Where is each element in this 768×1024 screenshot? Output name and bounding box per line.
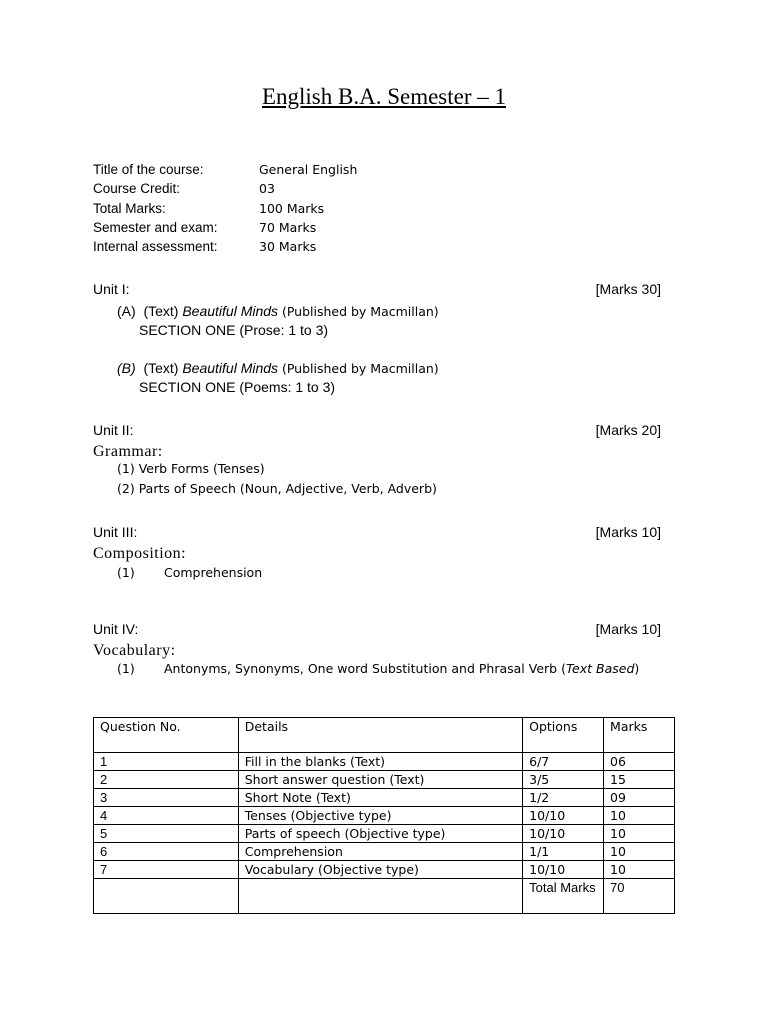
info-value: General English <box>259 162 358 178</box>
course-info-row <box>93 218 357 237</box>
item-text: Verb Forms (Tenses) <box>138 461 265 476</box>
unit-4-item <box>117 661 639 676</box>
cell: 10/10 <box>523 861 604 879</box>
cell: 1 <box>94 753 239 771</box>
item-marker: (B) <box>117 360 136 376</box>
cell: 1/1 <box>523 843 604 861</box>
unit-1-section-b: SECTION ONE (Poems: 1 to 3) <box>139 379 336 395</box>
unit-marks: [Marks 20] <box>595 422 661 438</box>
table-header-row <box>94 718 675 753</box>
publisher: (Published by Macmillan) <box>281 361 439 376</box>
header-cell: Details <box>238 718 522 753</box>
unit-1-item-b <box>117 360 439 376</box>
cell: 6 <box>94 843 239 861</box>
cell: Short Note (Text) <box>238 789 522 807</box>
total-label: Total Marks <box>523 879 604 914</box>
cell: 09 <box>604 789 675 807</box>
unit-1-section-a: SECTION ONE (Prose: 1 to 3) <box>139 322 329 338</box>
unit-label: Unit IV: <box>93 621 139 637</box>
table-row <box>94 753 675 771</box>
header-cell: Options <box>523 718 604 753</box>
cell: Comprehension <box>238 843 522 861</box>
table-row <box>94 825 675 843</box>
cell: Short answer question (Text) <box>238 771 522 789</box>
cell <box>238 879 522 914</box>
unit-2-item <box>117 461 265 476</box>
cell: 06 <box>604 753 675 771</box>
text-prefix: (Text) <box>143 303 179 319</box>
unit-marks: [Marks 30] <box>595 281 661 297</box>
unit-marks: [Marks 10] <box>595 524 661 540</box>
course-info-row <box>93 160 357 179</box>
unit-4-header <box>93 621 661 637</box>
table-total-row <box>94 879 675 914</box>
info-label: Semester and exam: <box>93 220 218 236</box>
total-value: 70 <box>604 879 675 914</box>
unit-label: Unit II: <box>93 422 134 438</box>
item-text: Parts of Speech (Noun, Adjective, Verb, Adverb) <box>138 481 437 496</box>
cell: 15 <box>604 771 675 789</box>
info-value: 70 Marks <box>259 220 317 236</box>
cell: 7 <box>94 861 239 879</box>
cell: 3 <box>94 789 239 807</box>
unit-1-header <box>93 281 661 297</box>
cell: 1/2 <box>523 789 604 807</box>
publisher: (Published by Macmillan) <box>281 304 439 319</box>
cell <box>94 879 239 914</box>
unit-2-item <box>117 481 437 496</box>
cell: Vocabulary (Objective type) <box>238 861 522 879</box>
course-info-row <box>93 237 357 256</box>
cell: Tenses (Objective type) <box>238 807 522 825</box>
cell: 10/10 <box>523 825 604 843</box>
item-number: (1) <box>117 565 135 580</box>
info-label: Course Credit: <box>93 181 181 197</box>
item-text: Antonyms, Synonyms, One word Substitution and Phrasal Verb ( <box>164 661 566 676</box>
unit-marks: [Marks 10] <box>595 621 661 637</box>
unit-3-header <box>93 524 661 540</box>
table-row <box>94 807 675 825</box>
table-row <box>94 861 675 879</box>
unit-1-item-a <box>117 303 439 319</box>
info-value: 30 Marks <box>259 239 317 255</box>
page-title: English B.A. Semester – 1 <box>261 84 507 109</box>
course-info <box>93 160 357 256</box>
header-cell: Question No. <box>94 718 239 753</box>
cell: 10 <box>604 825 675 843</box>
course-info-row <box>93 199 357 218</box>
cell: 4 <box>94 807 239 825</box>
unit-3-heading: Composition: <box>93 545 187 562</box>
cell: Fill in the blanks (Text) <box>238 753 522 771</box>
info-label: Total Marks: <box>93 200 166 216</box>
book-title: Beautiful Minds <box>182 360 279 376</box>
header-cell: Marks <box>604 718 675 753</box>
text-prefix: (Text) <box>143 360 179 376</box>
item-number: (2) <box>117 481 135 496</box>
table-row <box>94 789 675 807</box>
unit-label: Unit I: <box>93 281 130 297</box>
unit-2-heading: Grammar: <box>93 443 163 460</box>
cell: Parts of speech (Objective type) <box>238 825 522 843</box>
info-value: 100 Marks <box>259 200 325 216</box>
info-label: Internal assessment: <box>93 239 218 255</box>
cell: 5 <box>94 825 239 843</box>
info-label: Title of the course: <box>93 162 204 178</box>
unit-4-heading: Vocabulary: <box>93 642 176 659</box>
unit-label: Unit III: <box>93 524 138 540</box>
table-row <box>94 771 675 789</box>
item-close: ) <box>634 661 640 676</box>
cell: 10 <box>604 807 675 825</box>
cell: 3/5 <box>523 771 604 789</box>
book-title: Beautiful Minds <box>182 303 279 319</box>
item-number: (1) <box>117 461 135 476</box>
info-value: 03 <box>259 181 275 197</box>
cell: 2 <box>94 771 239 789</box>
cell: 10/10 <box>523 807 604 825</box>
table-row <box>94 843 675 861</box>
course-info-row <box>93 179 357 198</box>
cell: 10 <box>604 861 675 879</box>
item-number: (1) <box>117 661 135 676</box>
unit-3-item <box>117 565 262 580</box>
item-italic: Text Based <box>565 661 635 676</box>
cell: 10 <box>604 843 675 861</box>
item-marker: (A) <box>117 303 136 319</box>
cell: 6/7 <box>523 753 604 771</box>
marks-table <box>93 717 675 914</box>
item-text: Comprehension <box>164 565 263 580</box>
unit-2-header <box>93 422 661 438</box>
